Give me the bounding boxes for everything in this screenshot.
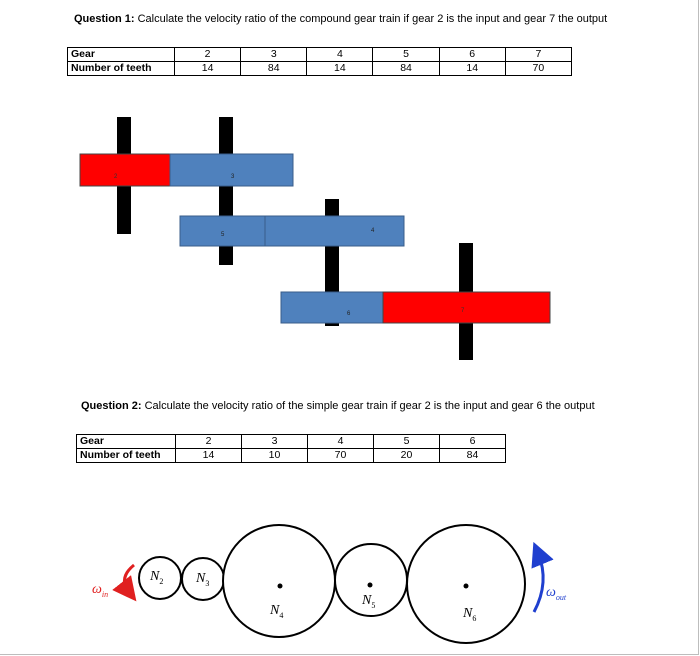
n6-label: $N_6$ xyxy=(463,606,477,623)
row-label-teeth: Number of teeth xyxy=(68,62,175,76)
gear-4-centre xyxy=(278,584,283,589)
gear-number: 2 xyxy=(175,48,241,62)
teeth-count: 10 xyxy=(242,449,308,463)
gear-3-block xyxy=(170,154,293,186)
teeth-count: 84 xyxy=(440,449,506,463)
omega-out-label: $\omega_{out}$ xyxy=(546,585,567,602)
output-rotation-arrow xyxy=(534,553,543,612)
gear-6-block xyxy=(281,292,383,323)
gear-2-block xyxy=(80,154,170,186)
gear-number: 3 xyxy=(241,48,307,62)
gear-4-block xyxy=(180,216,265,246)
gear-label: 2 xyxy=(114,174,118,180)
gear-6-centre xyxy=(464,584,469,589)
gear-label: 7 xyxy=(461,308,465,314)
row-label-gear: Gear xyxy=(68,48,175,62)
gear-label: 3 xyxy=(231,174,235,180)
question-2-text: Calculate the velocity ratio of the simple gear train if gear 2 is the input and gear 6 the output xyxy=(144,400,595,412)
gear-7-block xyxy=(383,292,550,323)
n4-label: $N_4$ xyxy=(270,603,284,620)
simple-gear-train-diagram xyxy=(0,500,700,650)
gear-number: 6 xyxy=(439,48,505,62)
gear-label: 6 xyxy=(347,311,351,317)
teeth-count: 84 xyxy=(241,62,307,76)
gear-number: 2 xyxy=(176,435,242,449)
table-row xyxy=(77,435,506,449)
gear-number: 5 xyxy=(374,435,440,449)
row-label-teeth: Number of teeth xyxy=(77,449,176,463)
question-1-label: Question 1: xyxy=(74,13,135,25)
teeth-count: 84 xyxy=(373,62,439,76)
row-label-gear: Gear xyxy=(77,435,176,449)
gear-number: 6 xyxy=(440,435,506,449)
table-row xyxy=(77,449,506,463)
gear-label: 5 xyxy=(221,232,225,238)
question-2-label: Question 2: xyxy=(81,400,142,412)
teeth-count: 70 xyxy=(308,449,374,463)
n3-label: $N_3$ xyxy=(196,571,210,588)
gear-5-block xyxy=(265,216,404,246)
gear-4-circle xyxy=(223,525,335,637)
question-2-gear-table xyxy=(76,434,506,463)
gear-number: 3 xyxy=(242,435,308,449)
question-2-title xyxy=(81,400,595,412)
n5-label: $N_5$ xyxy=(362,593,376,610)
teeth-count: 14 xyxy=(176,449,242,463)
gear-number: 5 xyxy=(373,48,439,62)
teeth-count: 14 xyxy=(175,62,241,76)
teeth-count: 14 xyxy=(307,62,373,76)
gear-5-centre xyxy=(368,583,373,588)
omega-in-label: $\omega_{in}$ xyxy=(92,582,109,599)
question-1-text: Calculate the velocity ratio of the compound gear train if gear 2 is the input and gear 7 the output xyxy=(137,13,608,25)
gear-number: 7 xyxy=(505,48,571,62)
gear-label: 4 xyxy=(371,228,375,234)
teeth-count: 70 xyxy=(505,62,571,76)
gear-number: 4 xyxy=(307,48,373,62)
teeth-count: 14 xyxy=(439,62,505,76)
teeth-count: 20 xyxy=(374,449,440,463)
gear-number: 4 xyxy=(308,435,374,449)
n2-label: $N_2$ xyxy=(150,569,164,586)
input-rotation-arrow xyxy=(125,565,134,592)
